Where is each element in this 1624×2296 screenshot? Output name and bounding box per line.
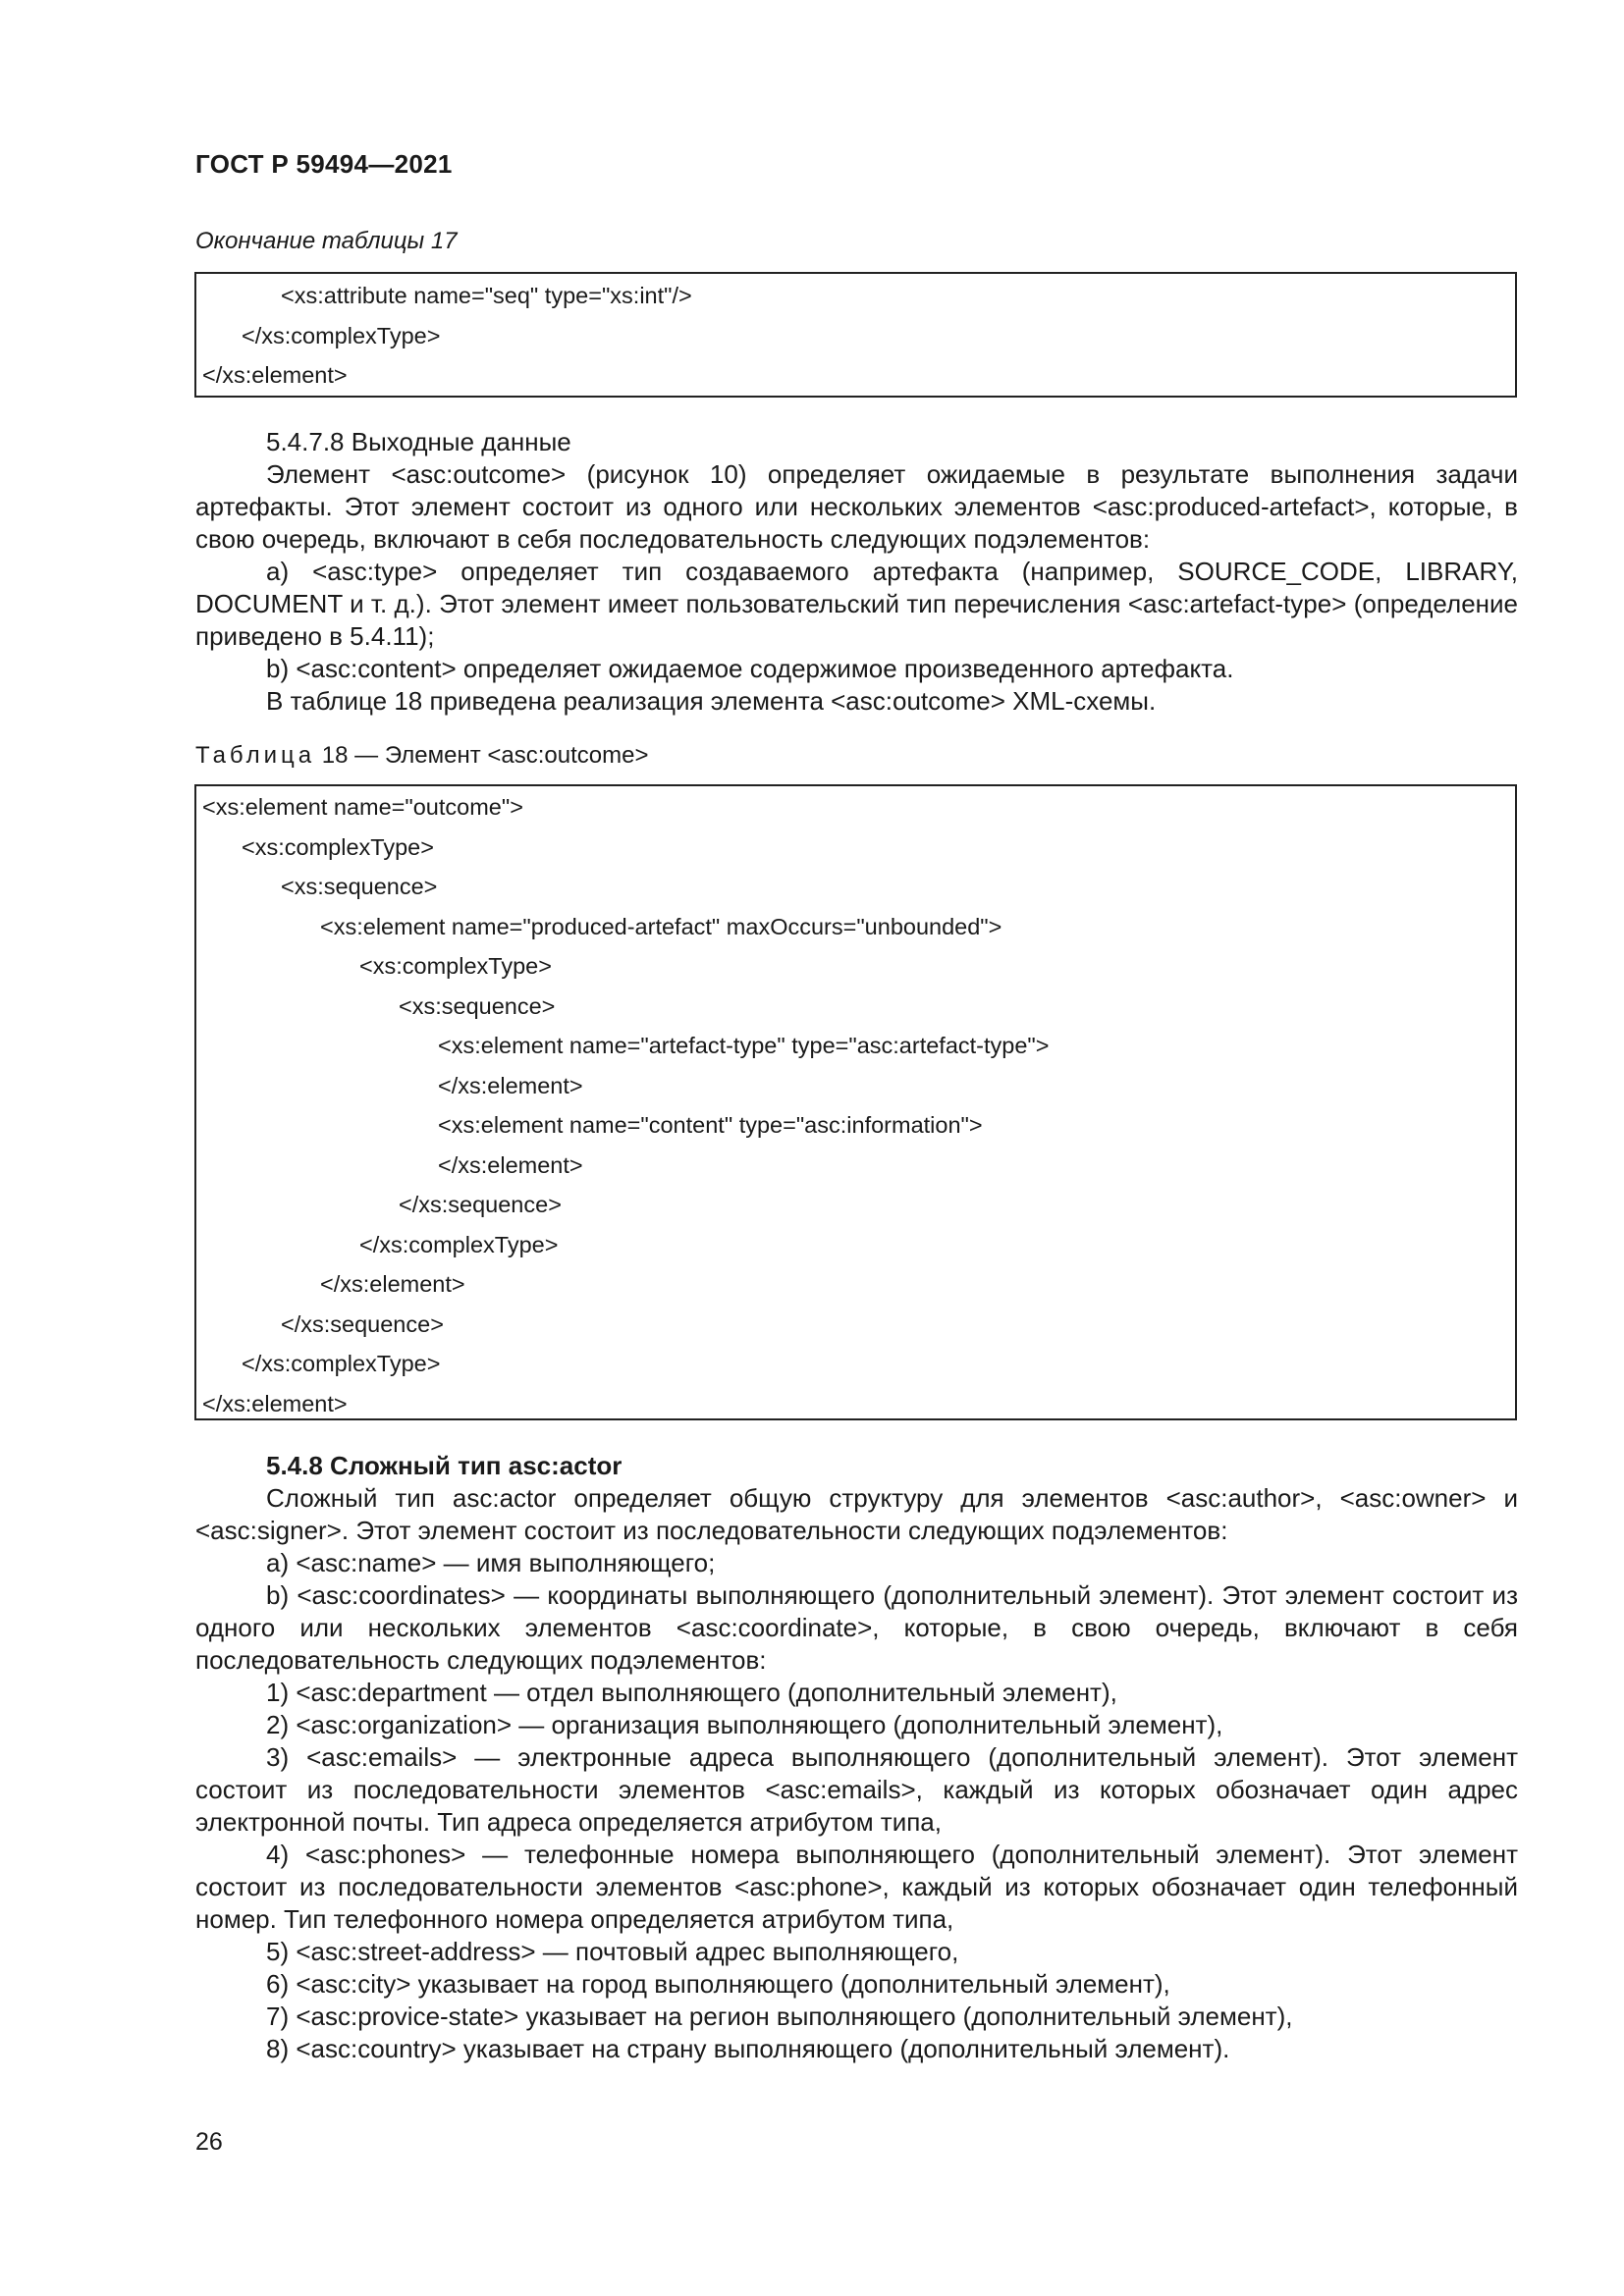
list-item: b) <asc:coordinates> — координаты выполняющего (дополнительный элемент). Этот элемент состоит из одного или нескольких элементов <asc:coordinate>, которые, в свою очередь, включают в себя последовательность следующих подэлементов: bbox=[195, 1580, 1518, 1675]
code-line: <xs:element name="outcome"> bbox=[202, 794, 523, 820]
sub-list-item: 1) <asc:department — отдел выполняющего (дополнительный элемент), bbox=[266, 1678, 1117, 1707]
code-line: <xs:element name="produced-artefact" maxOccurs="unbounded"> bbox=[320, 913, 1002, 939]
code-line: </xs:element> bbox=[438, 1072, 583, 1098]
section-heading: 5.4.8 Сложный тип asc:actor bbox=[266, 1451, 623, 1480]
sub-list-item: 2) <asc:organization> — организация выполняющего (дополнительный элемент), bbox=[266, 1710, 1223, 1739]
standard-header: ГОСТ Р 59494—2021 bbox=[195, 149, 453, 179]
code-line: <xs:sequence> bbox=[399, 992, 556, 1019]
code-line: </xs:sequence> bbox=[281, 1310, 444, 1337]
code-line: <xs:attribute name="seq" type="xs:int"/> bbox=[281, 283, 692, 308]
code-line: </xs:complexType> bbox=[359, 1231, 559, 1257]
section-5-4-8 bbox=[195, 1450, 1518, 2065]
sub-list-item: 7) <asc:provice-state> указывает на регион выполняющего (дополнительный элемент), bbox=[266, 2002, 1293, 2031]
table-17-end bbox=[194, 272, 1517, 398]
code-line: </xs:element> bbox=[202, 362, 348, 388]
table-caption-title: 18 — Элемент <asc:outcome> bbox=[321, 742, 649, 769]
list-item: b) <asc:content> определяет ожидаемое содержимое произведенного артефакта. bbox=[266, 654, 1234, 683]
table-18-caption bbox=[195, 742, 648, 770]
page-number: 26 bbox=[195, 2128, 223, 2156]
sub-list-item: 8) <asc:country> указывает на страну выполняющего (дополнительный элемент). bbox=[266, 2034, 1230, 2063]
code-line: <xs:complexType> bbox=[242, 833, 434, 860]
sub-list-item: 4) <asc:phones> — телефонные номера выполняющего (дополнительный элемент). Этот элемент состоит из последовательности элементов <asc:phone>, каждый из которых обозначает один телефонный номер. Тип телефонного номера определяется атрибутом типа, bbox=[195, 1840, 1518, 1934]
code-line: </xs:sequence> bbox=[399, 1192, 562, 1217]
code-line: </xs:complexType> bbox=[242, 1351, 441, 1376]
list-item: a) <asc:name> — имя выполняющего; bbox=[266, 1548, 716, 1577]
code-line: <xs:element name="content" type="asc:information"> bbox=[438, 1112, 983, 1138]
sub-list-item: 3) <asc:emails> — электронные адреса выполняющего (дополнительный элемент). Этот элемент состоит из последовательности элементов <asc:emails>, каждый из которых обозначает один адрес электронной почты. Тип адреса определяется атрибутом типа, bbox=[195, 1742, 1518, 1837]
code-line: <xs:sequence> bbox=[281, 874, 438, 899]
table-18 bbox=[194, 784, 1517, 1420]
section-5-4-7-8 bbox=[195, 426, 1518, 718]
code-line: </xs:element> bbox=[202, 1390, 348, 1416]
code-line: <xs:element name="artefact-type" type="asc:artefact-type"> bbox=[438, 1033, 1050, 1058]
code-line: </xs:element> bbox=[438, 1151, 583, 1178]
table-caption-word: Таблица bbox=[195, 742, 316, 769]
paragraph: В таблице 18 приведена реализация элемента <asc:outcome> XML-схемы. bbox=[266, 686, 1157, 716]
code-line: <xs:complexType> bbox=[359, 953, 552, 979]
list-item: a) <asc:type> определяет тип создаваемого артефакта (например, SOURCE_CODE, LIBRARY, DOCUMENT и т. д.). Этот элемент имеет пользовательский тип перечисления <asc:artefact-type> (определение приведено в 5.4.11); bbox=[195, 557, 1518, 651]
paragraph: Сложный тип asc:actor определяет общую структуру для элементов <asc:author>, <asc:owner> и <asc:signer>. Этот элемент состоит из последовательности следующих подэлементов: bbox=[195, 1483, 1518, 1545]
code-line: </xs:complexType> bbox=[242, 322, 441, 348]
table-continuation-caption: Окончание таблицы 17 bbox=[195, 228, 458, 254]
code-line: </xs:element> bbox=[320, 1271, 465, 1297]
sub-list-item: 6) <asc:city> указывает на город выполняющего (дополнительный элемент), bbox=[266, 1969, 1170, 1999]
paragraph: Элемент <asc:outcome> (рисунок 10) определяет ожидаемые в результате выполнения задачи артефакты. Этот элемент состоит из одного или нескольких элементов <asc:produced-artefact>, которые, в свою очередь, включают в себя последовательность следующих подэлементов: bbox=[195, 459, 1518, 554]
sub-list-item: 5) <asc:street-address> — почтовый адрес выполняющего, bbox=[266, 1937, 959, 1966]
section-heading: 5.4.7.8 Выходные данные bbox=[266, 427, 571, 456]
